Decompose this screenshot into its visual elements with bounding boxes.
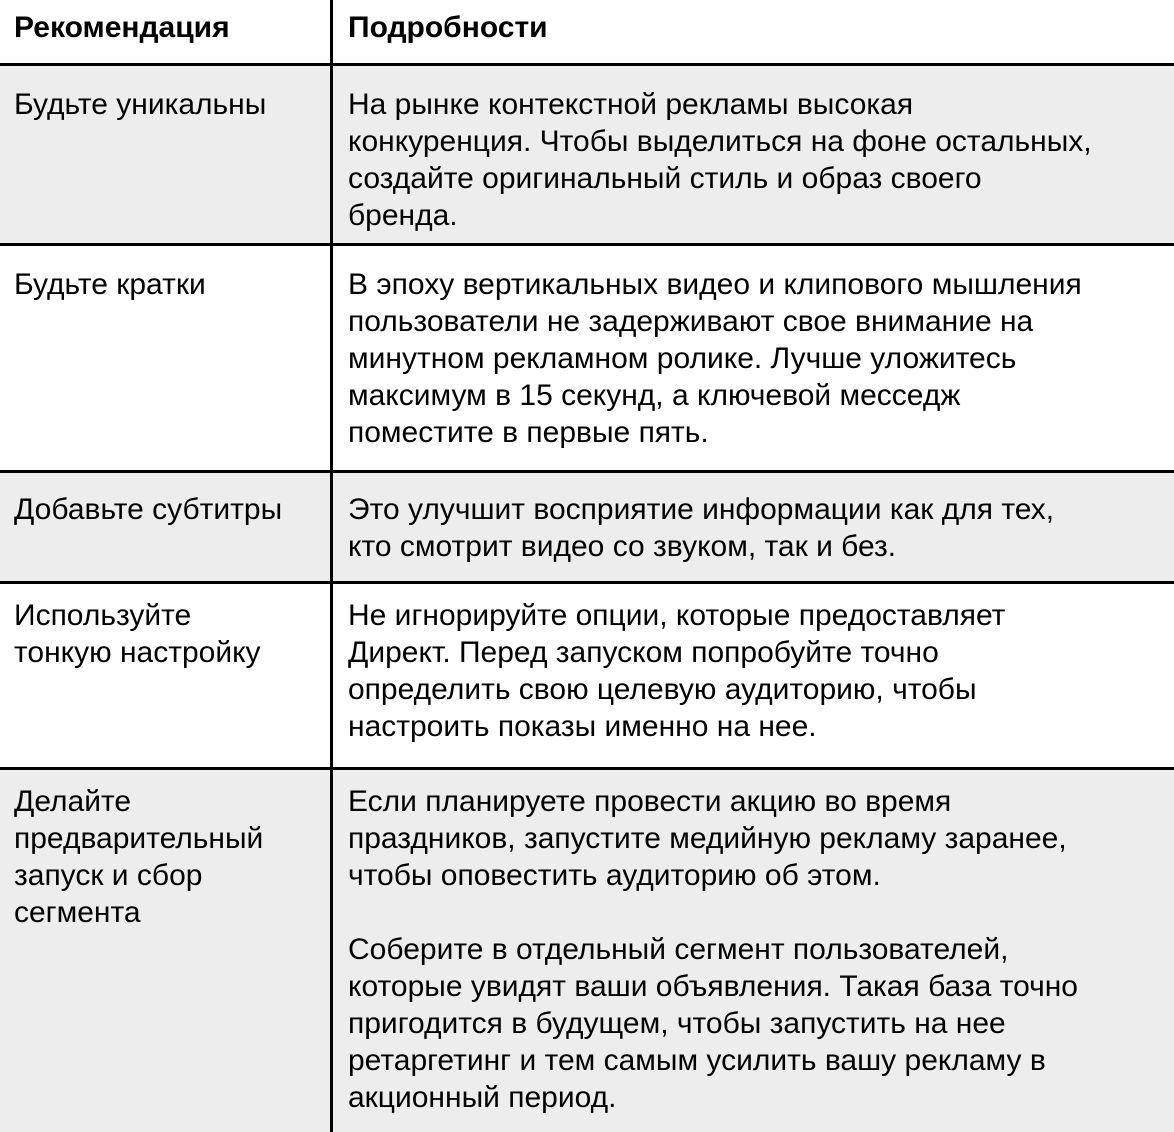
recommendation-cell <box>0 66 330 243</box>
column-header-recommendation: Рекомендация <box>14 11 230 44</box>
details-cell <box>330 473 1174 581</box>
table-row <box>0 473 1174 584</box>
table-row <box>0 584 1174 770</box>
table-row <box>0 66 1174 246</box>
recommendation-text: Используйте тонкую настройку <box>14 599 261 669</box>
details-paragraph: Если планируете провести акцию во время праздников, запустите медийную рекламу заранее, чтобы оповестить аудиторию об этом. <box>348 785 1067 892</box>
details-paragraph: Не игнорируйте опции, которые предоставляет Директ. Перед запуском попробуйте точно определить свою целевую аудиторию, чтобы настроить показы именно на нее. <box>348 599 1006 743</box>
recommendation-cell <box>0 584 330 767</box>
details-paragraph: На рынке контекстной рекламы высокая конкуренция. Чтобы выделиться на фоне остальных, создайте оригинальный стиль и образ своего бренда. <box>348 88 1092 232</box>
details-paragraph: Это улучшит восприятие информации как для тех, кто смотрит видео со звуком, так и без. <box>348 493 1055 563</box>
table-row <box>0 246 1174 473</box>
column-header-details: Подробности <box>330 0 1174 63</box>
details-paragraph: В эпоху вертикальных видео и клипового мышления пользователи не задерживают свое внимание на минутном рекламном ролике. Лучше уложитесь максимум в 15 секунд, а ключевой месседж поместите в первые пять. <box>348 268 1082 449</box>
details-paragraph: Соберите в отдельный сегмент пользователей, которые увидят ваши объявления. Такая база точно пригодится в будущем, чтобы запустить на нее ретаргетинг и тем самым усилить вашу рекламу в акционный период. <box>348 933 1078 1114</box>
details-cell <box>330 584 1174 767</box>
details-cell <box>330 246 1174 470</box>
table-header-row <box>0 0 1174 66</box>
recommendation-cell <box>0 770 330 1132</box>
details-cell <box>330 66 1174 243</box>
recommendation-text: Будьте кратки <box>14 268 206 301</box>
recommendation-cell <box>0 246 330 470</box>
details-cell <box>330 770 1174 1132</box>
recommendation-text: Делайте предварительный запуск и сбор сегмента <box>14 785 264 929</box>
recommendation-text: Добавьте субтитры <box>14 493 283 526</box>
recommendation-cell <box>0 473 330 581</box>
recommendation-text: Будьте уникальны <box>14 88 267 121</box>
table-row <box>0 770 1174 1132</box>
